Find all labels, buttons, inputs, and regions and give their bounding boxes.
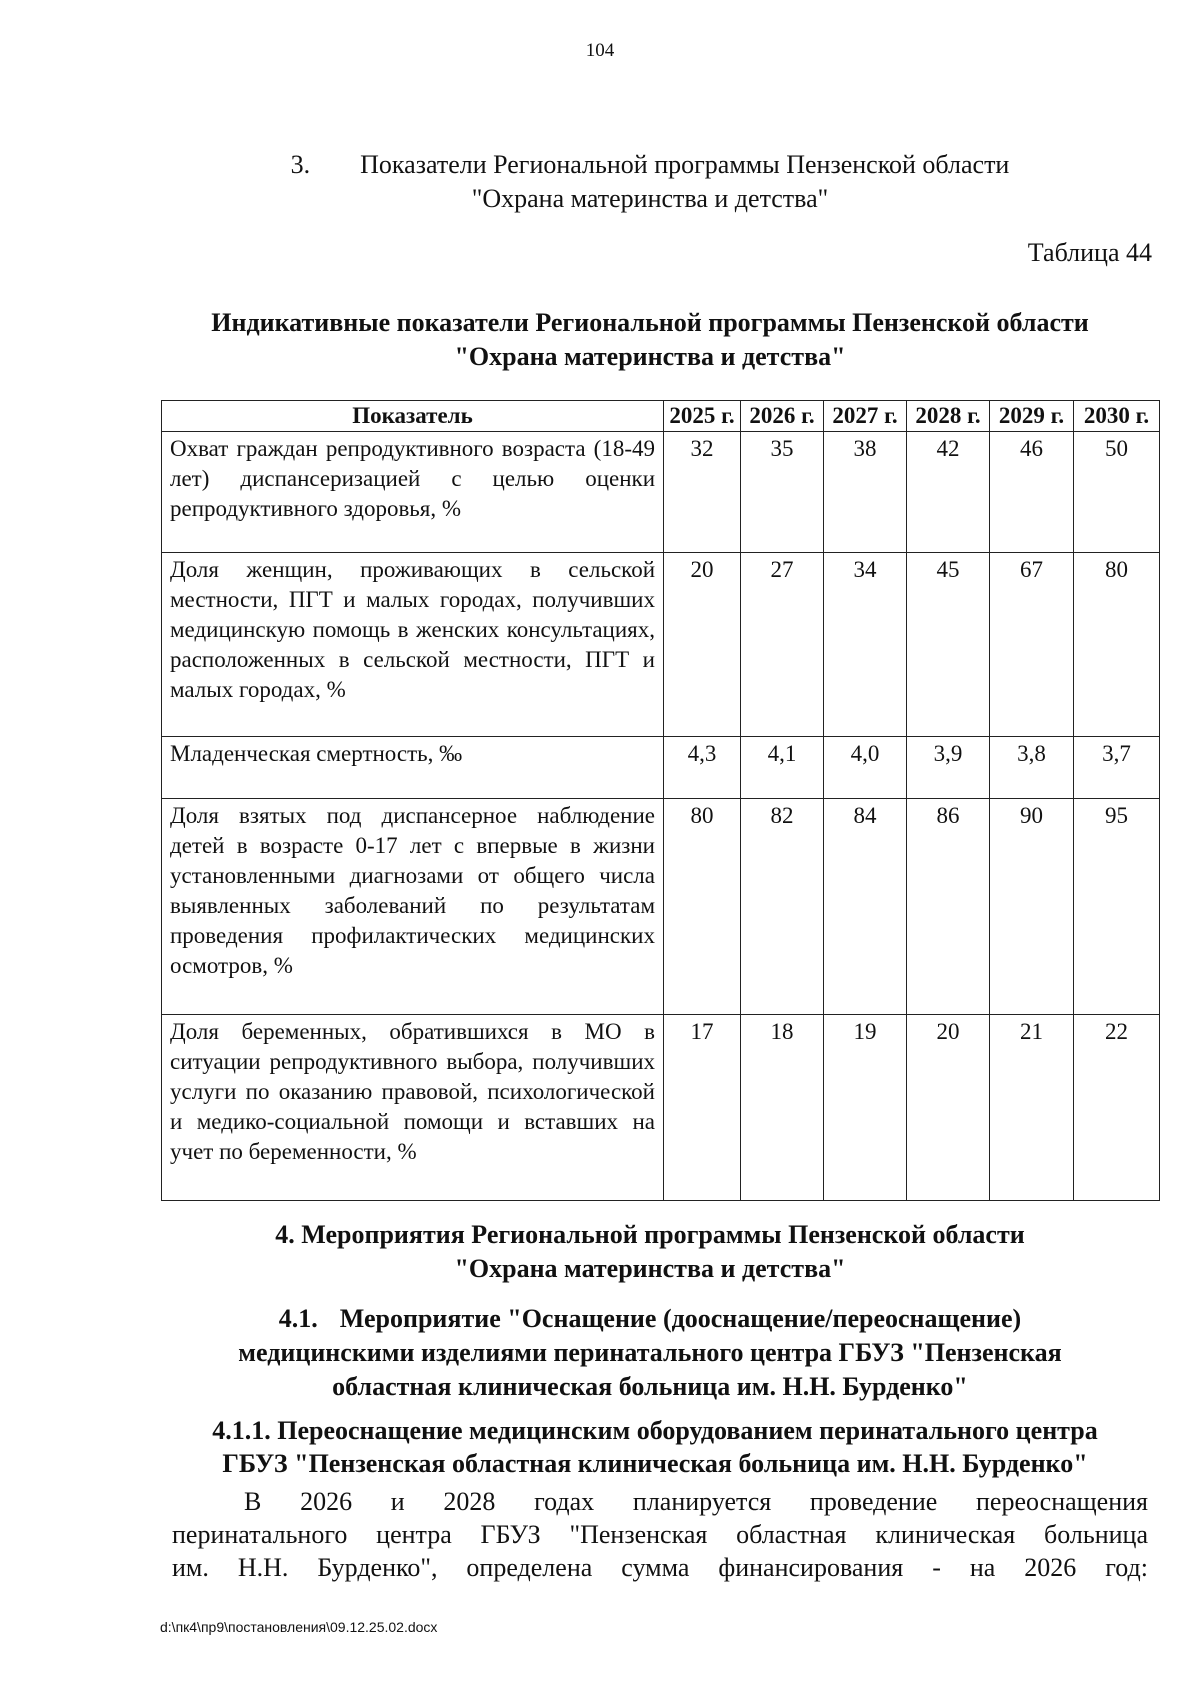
indicator-value: 46 xyxy=(990,432,1074,553)
section-3-number: 3. xyxy=(290,150,311,179)
indicator-value: 4,1 xyxy=(741,737,824,799)
header-2030: 2030 г. xyxy=(1074,401,1160,432)
indicator-value: 3,8 xyxy=(990,737,1074,799)
paragraph-line-2: перинатального центра ГБУЗ "Пензенская областная клиническая больница xyxy=(172,1520,1148,1549)
indicator-value: 82 xyxy=(741,799,824,1015)
table-title-line-2: "Охрана материнства и детства" xyxy=(454,342,846,371)
indicator-value: 80 xyxy=(664,799,741,1015)
section-4-1-1-heading-line-2: ГБУЗ "Пензенская областная клиническая больница им. Н.Н. Бурденко" xyxy=(222,1449,1088,1478)
section-4-1-1-heading-line-1: 4.1.1. Переоснащение медицинским оборудованием перинатального центра xyxy=(212,1416,1098,1445)
header-2025: 2025 г. xyxy=(664,401,741,432)
section-4-1-heading-line-2: медицинскими изделиями перинатального центра ГБУЗ "Пензенская xyxy=(238,1338,1062,1367)
table-title-line-1: Индикативные показатели Региональной программы Пензенской области xyxy=(211,308,1089,337)
section-3-title-line-1: Показатели Региональной программы Пензенской области xyxy=(360,150,1010,179)
section-4-heading xyxy=(150,1218,1150,1286)
section-4-heading-line-2: "Охрана материнства и детства" xyxy=(454,1254,846,1283)
header-indicator: Показатель xyxy=(162,401,664,432)
indicators-table xyxy=(161,400,1160,1201)
table-row xyxy=(162,799,1160,1015)
header-2027: 2027 г. xyxy=(824,401,907,432)
body-paragraph xyxy=(172,1485,1148,1584)
section-4-heading-line-1: 4. Мероприятия Региональной программы Пензенской области xyxy=(275,1220,1025,1249)
paragraph-line-3: им. Н.Н. Бурденко", определена сумма финансирования - на 2026 год: xyxy=(172,1553,1148,1582)
section-3-heading xyxy=(150,148,1150,216)
indicator-value: 4,0 xyxy=(824,737,907,799)
table-row xyxy=(162,1015,1160,1201)
table-title xyxy=(150,306,1150,374)
indicator-value: 67 xyxy=(990,553,1074,737)
indicator-value: 38 xyxy=(824,432,907,553)
indicator-value: 20 xyxy=(907,1015,990,1201)
indicator-name: Доля взятых под диспансерное наблюдение детей в возрасте 0-17 лет с впервые в жизни установленными диагнозами от общего числа выявленных заболеваний по результатам проведения профилактических медицинских осмотров, % xyxy=(162,799,664,1015)
indicator-value: 27 xyxy=(741,553,824,737)
indicator-value: 32 xyxy=(664,432,741,553)
indicator-name: Доля женщин, проживающих в сельской местности, ПГТ и малых городах, получивших медицинскую помощь в женских консультациях, расположенных в сельской местности, ПГТ и малых городах, % xyxy=(162,553,664,737)
section-4-1-heading xyxy=(150,1302,1150,1404)
indicator-value: 80 xyxy=(1074,553,1160,737)
indicator-value: 20 xyxy=(664,553,741,737)
header-2026: 2026 г. xyxy=(741,401,824,432)
indicator-value: 84 xyxy=(824,799,907,1015)
indicator-value: 17 xyxy=(664,1015,741,1201)
indicator-value: 95 xyxy=(1074,799,1160,1015)
footer-file-path: d:\пк4\пр9\постановления\09.12.25.02.docx xyxy=(160,1619,438,1635)
indicator-value: 21 xyxy=(990,1015,1074,1201)
header-2029: 2029 г. xyxy=(990,401,1074,432)
indicator-value: 4,3 xyxy=(664,737,741,799)
indicator-value: 50 xyxy=(1074,432,1160,553)
section-4-1-heading-line-1 xyxy=(150,1302,1150,1336)
indicator-value: 19 xyxy=(824,1015,907,1201)
section-4-1-number: 4.1. xyxy=(278,1304,318,1333)
section-3-title-line-2: "Охрана материнства и детства" xyxy=(471,184,829,213)
section-4-1-title-line-1: Мероприятие "Оснащение (дооснащение/переоснащение) xyxy=(339,1304,1022,1333)
indicator-value: 86 xyxy=(907,799,990,1015)
header-2028: 2028 г. xyxy=(907,401,990,432)
section-4-1-1-heading xyxy=(160,1414,1150,1480)
page-number: 104 xyxy=(585,40,615,61)
indicator-name: Младенческая смертность, ‰ xyxy=(162,737,664,799)
indicator-value: 18 xyxy=(741,1015,824,1201)
indicator-value: 34 xyxy=(824,553,907,737)
indicator-name: Охват граждан репродуктивного возраста (18-49 лет) диспансеризацией с целью оценки репродуктивного здоровья, % xyxy=(162,432,664,553)
section-4-1-heading-line-3: областная клиническая больница им. Н.Н. Бурденко" xyxy=(332,1372,968,1401)
indicator-value: 42 xyxy=(907,432,990,553)
indicator-name: Доля беременных, обратившихся в МО в ситуации репродуктивного выбора, получивших услуги по оказанию правовой, психологической и медико-социальной помощи и вставших на учет по беременности, % xyxy=(162,1015,664,1201)
table-row xyxy=(162,737,1160,799)
indicator-value: 3,9 xyxy=(907,737,990,799)
indicator-value: 35 xyxy=(741,432,824,553)
section-3-heading-line-1 xyxy=(150,148,1150,182)
indicator-value: 3,7 xyxy=(1074,737,1160,799)
table-header-row xyxy=(162,401,1160,432)
indicator-value: 45 xyxy=(907,553,990,737)
table-row xyxy=(162,432,1160,553)
indicator-value: 90 xyxy=(990,799,1074,1015)
indicator-value: 22 xyxy=(1074,1015,1160,1201)
table-label: Таблица 44 xyxy=(1027,238,1152,267)
table-row xyxy=(162,553,1160,737)
paragraph-line-1: В 2026 и 2028 годах планируется проведение переоснащения xyxy=(244,1487,1148,1516)
